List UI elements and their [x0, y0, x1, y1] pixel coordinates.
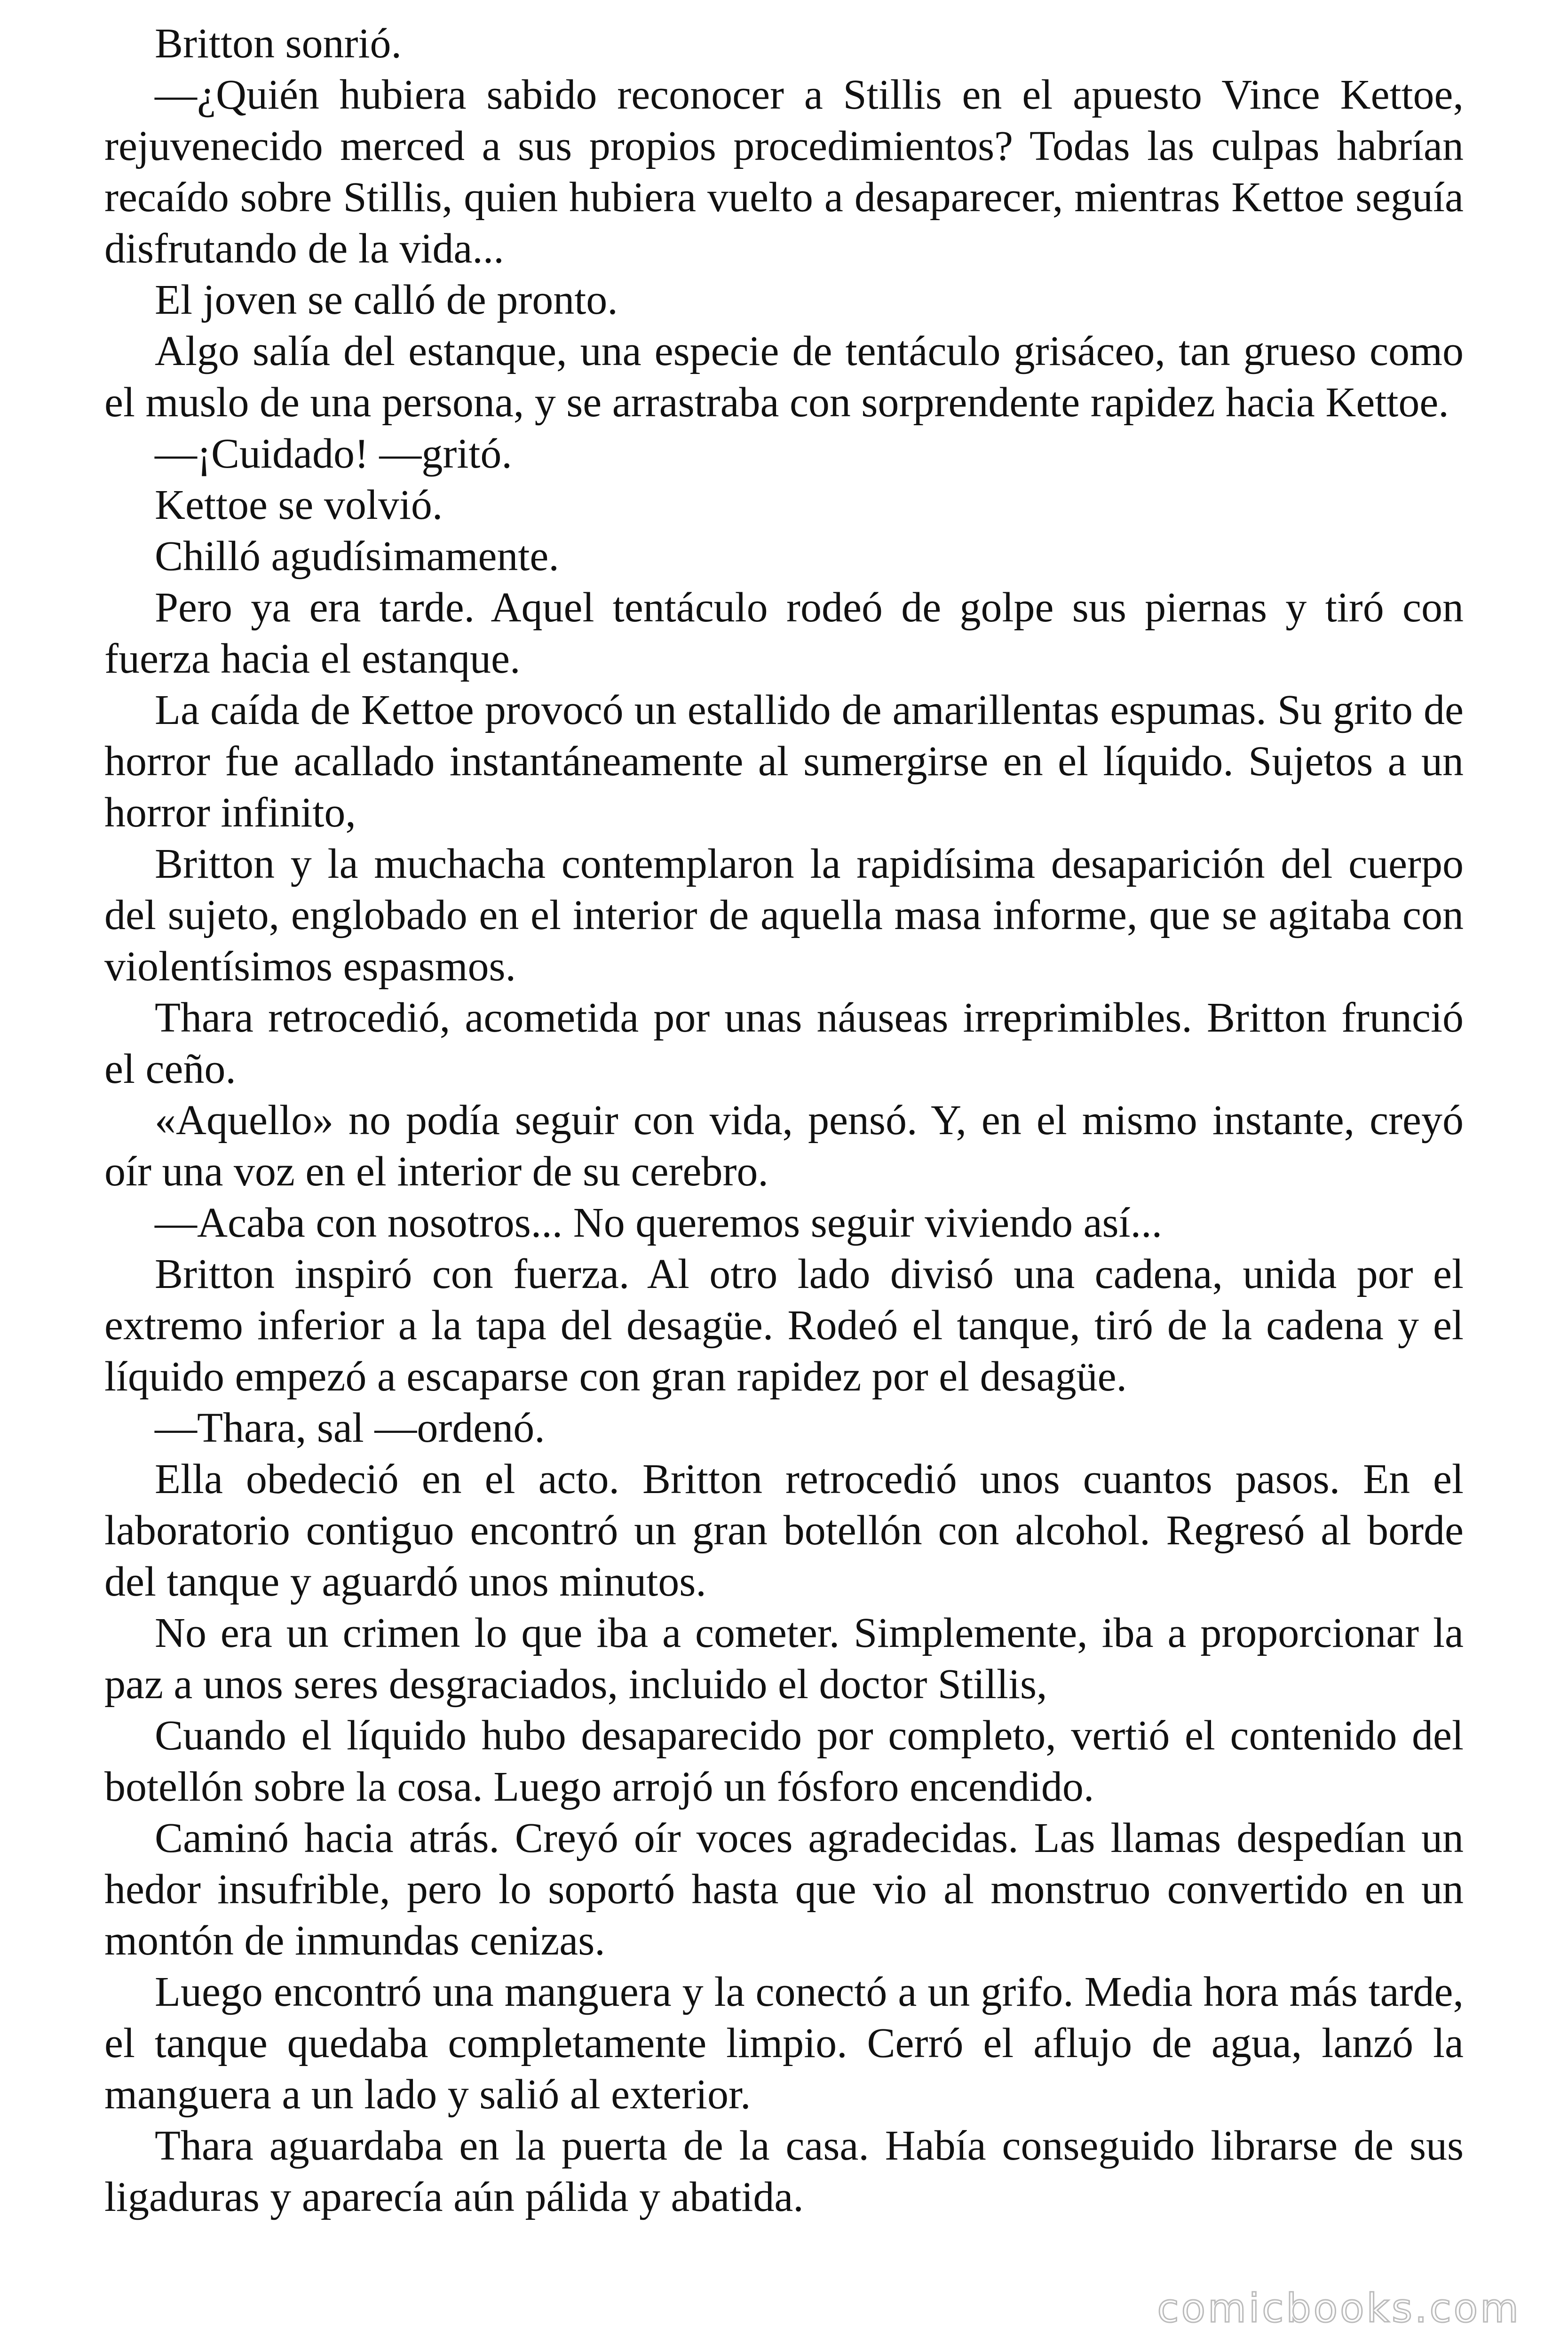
- paragraph: Chilló agudísimamente.: [155, 533, 559, 580]
- paragraph: —¿Quién hubiera sabido reconocer a Stillis en el apuesto Vince Kettoe, rejuvenecido merced a sus propios procedimientos? Todas las culpas habrían recaído sobre Stillis, quien hubiera vuelto a desaparecer, mientras Kettoe seguía disfrutando de la vida...: [104, 72, 1464, 272]
- paragraph: El joven se calló de pronto.: [155, 277, 618, 323]
- paragraph: Caminó hacia atrás. Creyó oír voces agradecidas. Las llamas despedían un hedor insufrible, pero lo soportó hasta que vio al monstruo convertido en un montón de inmundas cenizas.: [104, 1815, 1464, 1964]
- watermark: comicbooks.com: [1157, 2285, 1521, 2331]
- paragraph: La caída de Kettoe provocó un estallido de amarillentas espumas. Su grito de horror fue acallado instantáneamente al sumergirse en el líquido. Sujetos a un horror infinito,: [104, 687, 1464, 836]
- paragraph: No era un crimen lo que iba a cometer. Simplemente, iba a proporcionar la paz a unos seres desgraciados, incluido el doctor Stillis,: [104, 1610, 1464, 1708]
- paragraph: Britton y la muchacha contemplaron la rapidísima desaparición del cuerpo del sujeto, englobado en el interior de aquella masa informe, que se agitaba con violentísimos espasmos.: [104, 841, 1464, 990]
- paragraph: Cuando el líquido hubo desaparecido por completo, vertió el contenido del botellón sobre la cosa. Luego arrojó un fósforo encendido.: [104, 1712, 1464, 1810]
- paragraph: Britton inspiró con fuerza. Al otro lado divisó una cadena, unida por el extremo inferior a la tapa del desagüe. Rodeó el tanque, tiró de la cadena y el líquido empezó a escaparse con gran rapidez por el desagüe.: [104, 1251, 1464, 1400]
- paragraph: —Acaba con nosotros... No queremos seguir viviendo así...: [155, 1200, 1163, 1246]
- paragraph: Algo salía del estanque, una especie de tentáculo grisáceo, tan grueso como el muslo de una persona, y se arrastraba con sorprendente rapidez hacia Kettoe.: [104, 328, 1464, 426]
- paragraph: Britton sonrió.: [155, 20, 402, 67]
- paragraph: —¡Cuidado! —gritó.: [155, 430, 512, 477]
- paragraph: Thara aguardaba en la puerta de la casa. Había conseguido librarse de sus ligaduras y aparecía aún pálida y abatida.: [104, 2122, 1464, 2220]
- paragraph: «Aquello» no podía seguir con vida, pensó. Y, en el mismo instante, creyó oír una voz en el interior de su cerebro.: [104, 1097, 1464, 1195]
- paragraph: Ella obedeció en el acto. Britton retrocedió unos cuantos pasos. En el laboratorio contiguo encontró un gran botellón con alcohol. Regresó al borde del tanque y aguardó unos minutos.: [104, 1456, 1464, 1605]
- paragraph: —Thara, sal —ordenó.: [155, 1405, 545, 1451]
- paragraph: Kettoe se volvió.: [155, 482, 443, 528]
- page-body: [104, 18, 1464, 2223]
- paragraph: Thara retrocedió, acometida por unas náuseas irreprimibles. Britton frunció el ceño.: [104, 994, 1464, 1092]
- paragraph: Pero ya era tarde. Aquel tentáculo rodeó de golpe sus piernas y tiró con fuerza hacia el estanque.: [104, 584, 1464, 682]
- paragraph: Luego encontró una manguera y la conectó a un grifo. Media hora más tarde, el tanque quedaba completamente limpio. Cerró el aflujo de agua, lanzó la manguera a un lado y salió al exterior.: [104, 1969, 1464, 2118]
